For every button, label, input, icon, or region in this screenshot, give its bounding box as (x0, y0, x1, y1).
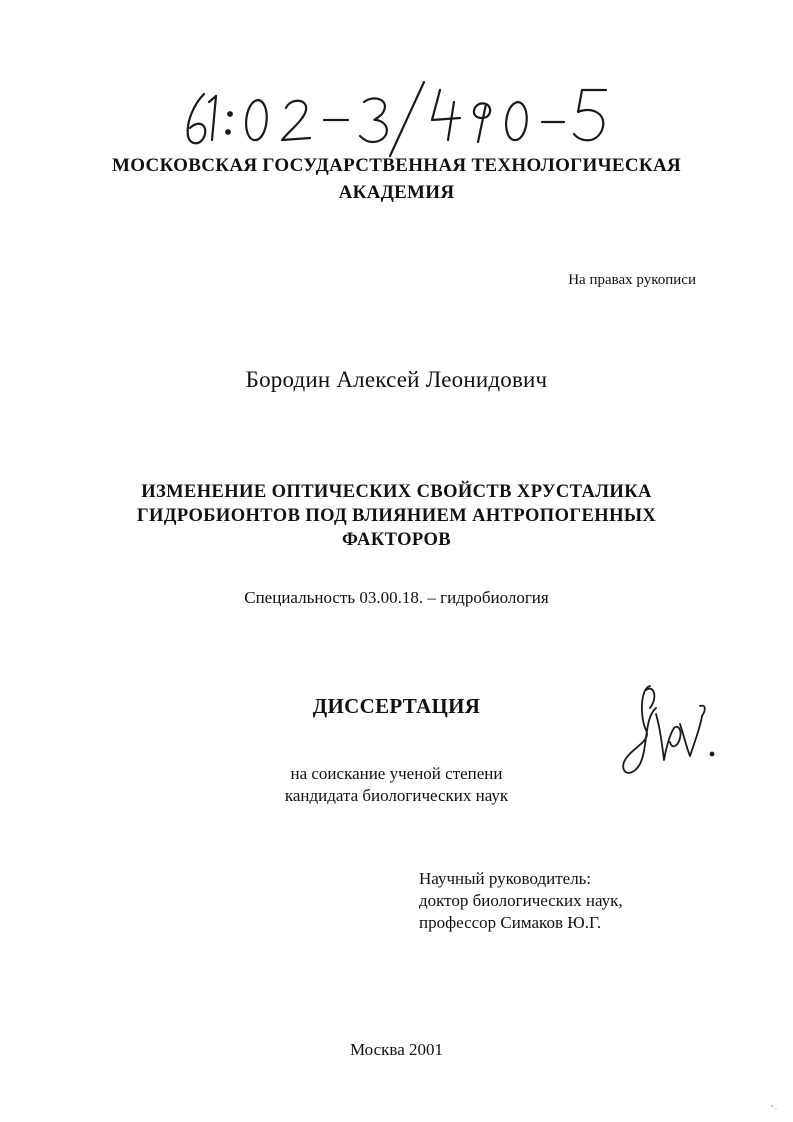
document-type: ДИССЕРТАЦИЯ (312, 694, 481, 718)
institution-line-2: АКАДЕМИЯ (338, 182, 455, 203)
scientific-supervisor (419, 868, 623, 934)
specialty: Специальность 03.00.18. – гидробиология (244, 588, 549, 607)
author-name: Бородин Алексей Леонидович (245, 367, 548, 392)
dissertation-title (0, 480, 793, 552)
institution-name (0, 152, 793, 206)
supervisor-line-2: доктор биологических наук, (419, 891, 623, 910)
title-line-1: ИЗМЕНЕНИЕ ОПТИЧЕСКИХ СВОЙСТВ ХРУСТАЛИКА (141, 482, 652, 502)
rights-note: На правах рукописи (568, 272, 696, 288)
supervisor-line-3: профессор Симаков Ю.Г. (419, 913, 602, 932)
degree-line-1: на соискание ученой степени (290, 764, 503, 783)
handwritten-archive-code (178, 80, 618, 158)
title-line-2: ГИДРОБИОНТОВ ПОД ВЛИЯНИЕМ АНТРОПОГЕННЫХ (136, 506, 657, 526)
handwritten-signature (610, 678, 720, 786)
institution-line-1: МОСКОВСКАЯ ГОСУДАРСТВЕННАЯ ТЕХНОЛОГИЧЕСКАЯ (112, 155, 681, 176)
degree-line-2: кандидата биологических наук (284, 786, 509, 805)
scan-speck (770, 1104, 780, 1112)
supervisor-line-1: Научный руководитель: (419, 869, 592, 888)
title-line-3: ФАКТОРОВ (341, 530, 452, 550)
city-and-year: Москва 2001 (349, 1040, 444, 1059)
